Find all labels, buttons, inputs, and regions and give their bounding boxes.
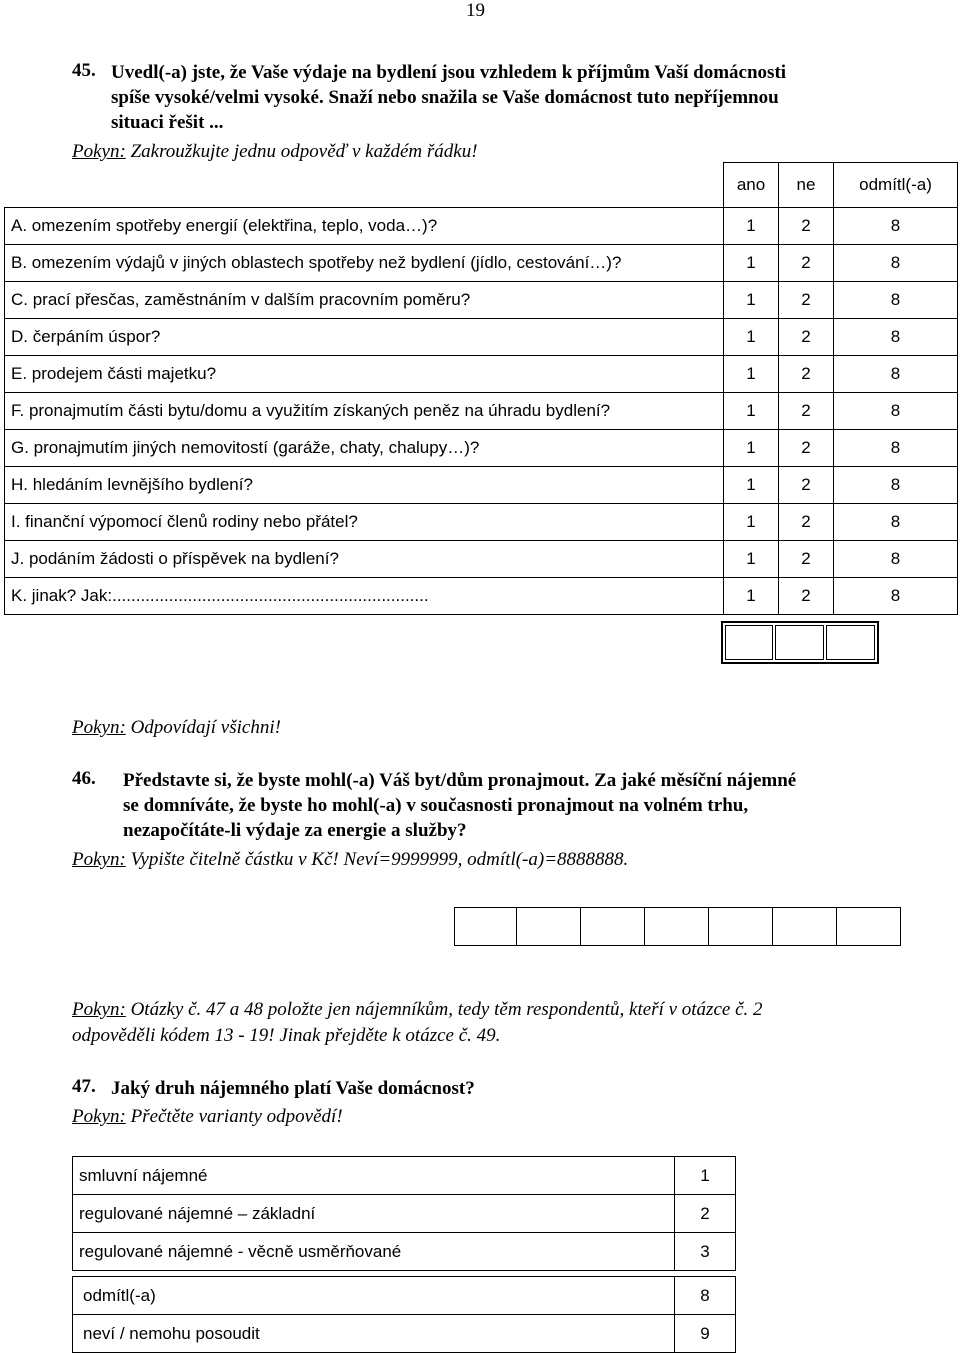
option-label: regulované nájemné - věcně usměrňované	[73, 1233, 675, 1271]
code-yes[interactable]: 1	[724, 356, 779, 393]
code-no[interactable]: 2	[779, 393, 834, 430]
instruction-text: Odpovídají všichni!	[125, 717, 281, 738]
table-row	[5, 467, 958, 504]
q46-instruction	[72, 849, 628, 871]
q47-number: 47.	[72, 1076, 96, 1097]
instruction-prefix: Pokyn:	[72, 141, 126, 162]
instruction-text: Otázky č. 47 a 48 položte jen nájemníkům, tedy těm respondentů, kteří v otázce č. 2	[125, 999, 763, 1020]
row-label: D. čerpáním úspor?	[5, 319, 724, 356]
instruction-text: Vypište čitelně částku v Kč! Neví=9999999, odmítl(-a)=8888888.	[125, 849, 629, 870]
row-label: A. omezením spotřeby energií (elektřina, teplo, voda…)?	[5, 208, 724, 245]
digit-box[interactable]	[837, 907, 901, 946]
coding-box[interactable]	[775, 625, 823, 660]
code-yes[interactable]: 1	[724, 208, 779, 245]
q46-text-line-3: nezapočítáte-li výdaje za energie a služby?	[123, 820, 467, 841]
table-row	[73, 1315, 736, 1353]
header-empty-cell	[5, 163, 724, 208]
code-no[interactable]: 2	[779, 578, 834, 615]
code-refused[interactable]: 8	[834, 430, 958, 467]
digit-box[interactable]	[709, 907, 773, 946]
code-no[interactable]: 2	[779, 208, 834, 245]
code-yes[interactable]: 1	[724, 467, 779, 504]
code-yes[interactable]: 1	[724, 282, 779, 319]
option-code[interactable]: 9	[675, 1315, 736, 1353]
q47-options-table	[72, 1156, 736, 1271]
code-yes[interactable]: 1	[724, 245, 779, 282]
row-label: F. pronajmutím části bytu/domu a využitím získaných peněz na úhradu bydlení?	[5, 393, 724, 430]
instruction-text: Zakroužkujte jednu odpověď v každém řádku!	[125, 141, 478, 162]
option-label: odmítl(-a)	[73, 1277, 675, 1315]
code-refused[interactable]: 8	[834, 504, 958, 541]
digit-box[interactable]	[581, 907, 645, 946]
coding-box[interactable]	[725, 625, 773, 660]
page-number: 19	[466, 0, 485, 21]
code-yes[interactable]: 1	[724, 319, 779, 356]
option-code[interactable]: 3	[675, 1233, 736, 1271]
row-label: B. omezením výdajů v jiných oblastech spotřeby než bydlení (jídlo, cestování…)?	[5, 245, 724, 282]
table-row	[5, 208, 958, 245]
code-refused[interactable]: 8	[834, 282, 958, 319]
code-refused[interactable]: 8	[834, 541, 958, 578]
q45-text-line-3: situaci řešit ...	[111, 112, 224, 133]
q46-number: 46.	[72, 768, 96, 789]
table-row	[5, 282, 958, 319]
table-row	[5, 356, 958, 393]
option-code[interactable]: 8	[675, 1277, 736, 1315]
option-label: regulované nájemné – základní	[73, 1195, 675, 1233]
option-label: smluvní nájemné	[73, 1157, 675, 1195]
q45-text-line-2: spíše vysoké/velmi vysoké. Snaží nebo snažila se Vaše domácnost tuto nepříjemnou	[111, 87, 779, 108]
q45-coding-boxes	[721, 621, 879, 664]
code-yes[interactable]: 1	[724, 393, 779, 430]
coding-box[interactable]	[826, 625, 875, 660]
header-no: ne	[779, 163, 834, 208]
table-row	[73, 1157, 736, 1195]
code-no[interactable]: 2	[779, 467, 834, 504]
option-label: neví / nemohu posoudit	[73, 1315, 675, 1353]
q46-text-line-1: Představte si, že byste mohl(-a) Váš byt/dům pronajmout. Za jaké měsíční nájemné	[123, 770, 797, 791]
note-tenants-line-2: odpověděli kódem 13 - 19! Jinak přejděte k otázce č. 49.	[72, 1025, 501, 1046]
q45-number: 45.	[72, 60, 96, 81]
code-no[interactable]: 2	[779, 282, 834, 319]
table-row	[73, 1233, 736, 1271]
table-header-row	[5, 163, 958, 208]
option-code[interactable]: 1	[675, 1157, 736, 1195]
q46-amount-boxes	[454, 907, 901, 946]
option-code[interactable]: 2	[675, 1195, 736, 1233]
q45-instruction	[72, 141, 478, 163]
row-label: C. prací přesčas, zaměstnáním v dalším pracovním poměru?	[5, 282, 724, 319]
digit-box[interactable]	[517, 907, 581, 946]
q47-instruction	[72, 1106, 343, 1128]
code-refused[interactable]: 8	[834, 467, 958, 504]
note-tenants-line-1	[72, 999, 763, 1021]
table-row	[5, 578, 958, 615]
header-yes: ano	[724, 163, 779, 208]
code-yes[interactable]: 1	[724, 541, 779, 578]
code-no[interactable]: 2	[779, 541, 834, 578]
table-row	[5, 541, 958, 578]
instruction-prefix: Pokyn:	[72, 999, 126, 1020]
header-refused: odmítl(-a)	[834, 163, 958, 208]
table-row	[5, 504, 958, 541]
code-yes[interactable]: 1	[724, 504, 779, 541]
table-row	[5, 393, 958, 430]
code-yes[interactable]: 1	[724, 430, 779, 467]
code-refused[interactable]: 8	[834, 356, 958, 393]
instruction-prefix: Pokyn:	[72, 717, 126, 738]
row-label: G. pronajmutím jiných nemovitostí (garáže, chaty, chalupy…)?	[5, 430, 724, 467]
table-row	[73, 1195, 736, 1233]
code-refused[interactable]: 8	[834, 319, 958, 356]
code-no[interactable]: 2	[779, 356, 834, 393]
row-label: J. podáním žádosti o příspěvek na bydlení?	[5, 541, 724, 578]
q46-text-line-2: se domníváte, že byste ho mohl(-a) v současnosti pronajmout na volném trhu,	[123, 795, 749, 816]
row-label: H. hledáním levnějšího bydlení?	[5, 467, 724, 504]
q47-text: Jaký druh nájemného platí Vaše domácnost?	[111, 1078, 475, 1099]
code-no[interactable]: 2	[779, 504, 834, 541]
code-no[interactable]: 2	[779, 430, 834, 467]
code-refused[interactable]: 8	[834, 208, 958, 245]
table-row	[5, 430, 958, 467]
q45-answer-table	[4, 162, 958, 615]
table-row	[73, 1277, 736, 1315]
code-refused[interactable]: 8	[834, 393, 958, 430]
instruction-prefix: Pokyn:	[72, 1106, 126, 1127]
digit-box[interactable]	[645, 907, 709, 946]
q45-text-line-1: Uvedl(-a) jste, že Vaše výdaje na bydlení jsou vzhledem k příjmům Vaší domácnosti	[111, 62, 787, 83]
digit-box[interactable]	[454, 907, 517, 946]
code-yes[interactable]: 1	[724, 578, 779, 615]
row-label: I. finanční výpomocí členů rodiny nebo přátel?	[5, 504, 724, 541]
code-no[interactable]: 2	[779, 245, 834, 282]
row-label: E. prodejem části majetku?	[5, 356, 724, 393]
code-refused[interactable]: 8	[834, 245, 958, 282]
digit-box[interactable]	[773, 907, 837, 946]
table-row	[5, 319, 958, 356]
code-refused[interactable]: 8	[834, 578, 958, 615]
q47-extra-options-table	[72, 1276, 736, 1353]
table-row	[5, 245, 958, 282]
instruction-text: Přečtěte varianty odpovědí!	[125, 1106, 343, 1127]
row-label: K. jinak? Jak:...................................................................	[5, 578, 724, 615]
instruction-prefix: Pokyn:	[72, 849, 126, 870]
code-no[interactable]: 2	[779, 319, 834, 356]
note-all-respond	[72, 717, 281, 739]
